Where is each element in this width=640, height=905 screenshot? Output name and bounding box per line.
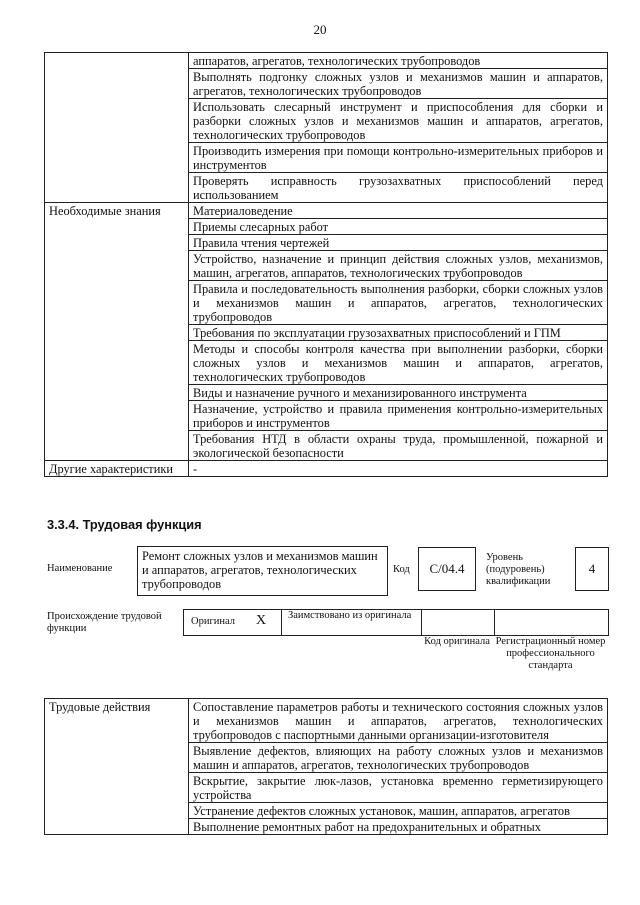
- table-cell: аппаратов, агрегатов, технологических трубопроводов: [189, 53, 608, 69]
- table-cell: Сопоставление параметров работы и технического состояния сложных узлов и механизмов машин и аппаратов, агрегатов, технологических трубопроводов с паспортными данными организации-изготовителя: [189, 699, 608, 743]
- origin-label: Происхождение трудовой функции: [47, 611, 162, 634]
- function-name-box: [137, 546, 388, 596]
- table-cell: Проверять исправность грузозахватных приспособлений перед использованием: [189, 173, 608, 203]
- table-row: [45, 699, 608, 743]
- table-cell: Приемы слесарных работ: [189, 219, 608, 235]
- row-label-knowledge: Необходимые знания: [45, 203, 189, 461]
- skills-knowledge-table: [44, 52, 608, 477]
- row-label-empty: [45, 53, 189, 203]
- table-cell: Производить измерения при помощи контрольно-измерительных приборов и инструментов: [189, 143, 608, 173]
- table-cell: Требования НТД в области охраны труда, промышленной, пожарной и экологической безопасности: [189, 431, 608, 461]
- level-label: Уровень (подуровень) квалификации: [486, 552, 551, 587]
- reg-number-box: [494, 609, 609, 636]
- level-value: 4: [588, 561, 596, 576]
- actions-table: [44, 698, 608, 835]
- borrowed-label: Заимствовано из оригинала: [288, 610, 412, 621]
- table-cell: Виды и назначение ручного и механизированного инструмента: [189, 385, 608, 401]
- reg-number-caption: Регистрационный номер профессионального стандарта: [495, 636, 606, 671]
- original-mark: X: [256, 613, 267, 628]
- table-cell: Правила чтения чертежей: [189, 235, 608, 251]
- code-original-caption: Код оригинала: [424, 636, 490, 647]
- row-label-other: Другие характеристики: [45, 461, 189, 477]
- page-number: 20: [313, 22, 327, 37]
- row-label-actions: Трудовые действия: [45, 699, 189, 835]
- table-cell: Устройство, назначение и принцип действия сложных узлов, механизмов, машин, агрегатов, аппаратов, технологических трубопроводов: [189, 251, 608, 281]
- table-cell: Требования по эксплуатации грузозахватных приспособлений и ГПМ: [189, 325, 608, 341]
- function-name-value: Ремонт сложных узлов и механизмов машин и аппаратов, агрегатов, технологических трубопроводов: [142, 549, 378, 591]
- table-cell: Правила и последовательность выполнения разборки, сборки сложных узлов и механизмов машин и аппаратов, агрегатов, технологических трубопроводов: [189, 281, 608, 325]
- table-cell: Использовать слесарный инструмент и приспособления для сборки и разборки сложных узлов и механизмов машин и аппаратов, агрегатов, технологических трубопроводов: [189, 99, 608, 143]
- table-cell: Выполнение ремонтных работ на предохранительных и обратных: [189, 819, 608, 835]
- table-cell: Вскрытие, закрытие люк-лазов, установка временно герметизирующего устройства: [189, 773, 608, 803]
- table-cell: Выявление дефектов, влияющих на работу сложных узлов и механизмов машин и аппаратов, агрегатов, технологических трубопроводов: [189, 743, 608, 773]
- borrowed-box: [281, 609, 422, 636]
- table-row: [45, 461, 608, 477]
- table-row: [45, 53, 608, 69]
- table-cell: Устранение дефектов сложных установок, машин, аппаратов, агрегатов: [189, 803, 608, 819]
- code-value-box: [418, 547, 476, 591]
- code-original-box: [421, 609, 495, 636]
- table-cell: Материаловедение: [189, 203, 608, 219]
- original-box: [183, 609, 282, 636]
- original-label: Оригинал: [191, 616, 235, 627]
- table-cell: Выполнять подгонку сложных узлов и механизмов машин и аппаратов, агрегатов, технологических трубопроводов: [189, 69, 608, 99]
- level-value-box: [575, 547, 609, 591]
- table-cell: -: [189, 461, 608, 477]
- name-label: Наименование: [47, 563, 113, 574]
- table-row: [45, 203, 608, 219]
- code-label: Код: [393, 564, 410, 575]
- code-value: C/04.4: [429, 561, 465, 576]
- table-cell: Назначение, устройство и правила применения контрольно-измерительных приборов и инструментов: [189, 401, 608, 431]
- table-cell: Методы и способы контроля качества при выполнении разборки, сборки сложных узлов и механизмов машин и аппаратов, агрегатов, технологических трубопроводов: [189, 341, 608, 385]
- section-title: 3.3.4. Трудовая функция: [47, 517, 202, 532]
